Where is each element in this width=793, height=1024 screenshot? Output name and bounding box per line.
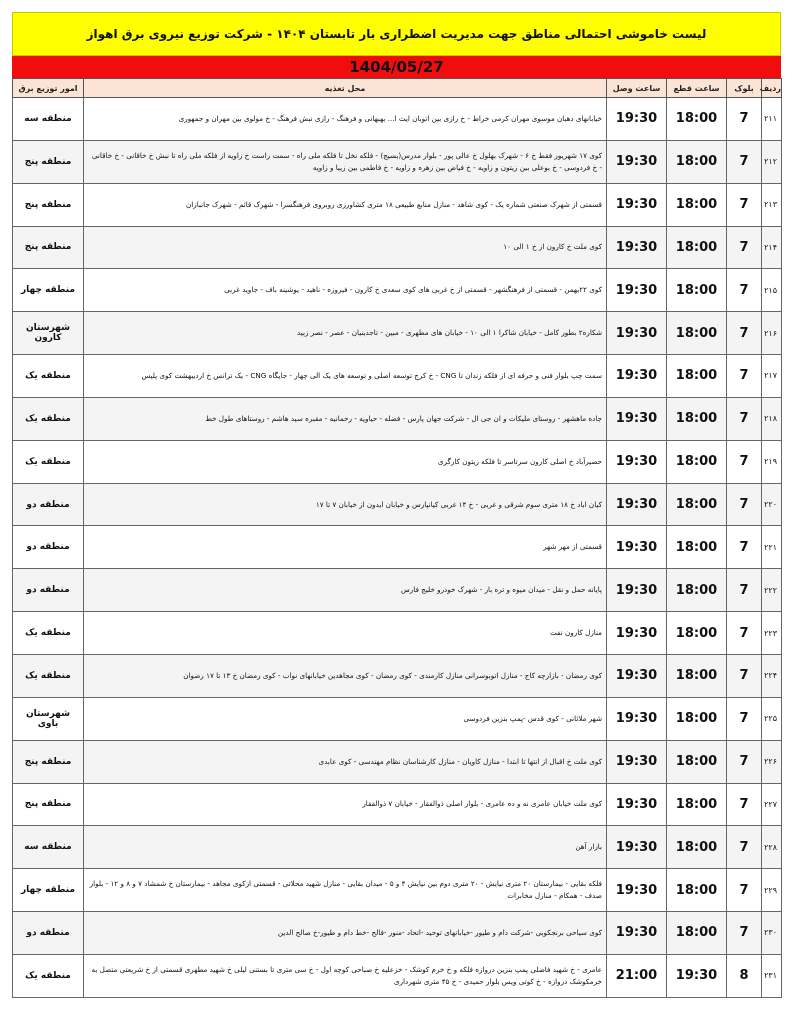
location-cell: شکاره۲ بطور کامل - خیابان شاکرا ۱ الی ۱۰ - خیابان های مطهری - مبین - تاجدینیان - عصر - نصر زبید — [84, 312, 607, 355]
connect-time-cell: 19:30 — [607, 440, 667, 483]
row-number-cell: ۲۲۵ — [762, 697, 782, 740]
region-cell: شهرستان باوی — [13, 697, 84, 740]
block-number-cell: 7 — [727, 526, 762, 569]
header-connect-time: ساعت وصل — [607, 79, 667, 98]
location-cell: کوی ملت خیابان عامری نه و ده عامری - بلوار اصلی ذوالفقار - خیابان ۷ ذوالفقار — [84, 783, 607, 826]
cut-time-cell: 18:00 — [667, 654, 727, 697]
block-number-cell: 7 — [727, 483, 762, 526]
cut-time-cell: 18:00 — [667, 740, 727, 783]
table-row — [13, 269, 782, 312]
connect-time-cell: 19:30 — [607, 226, 667, 269]
location-cell: عامری - خ شهید فاضلی پمپ بنزین دروازه فلکه و خ خرم کوشک - خزعلیه خ صباحی کوچه اول - خ سی متری تا بستنی لیلی خ شهید مطهری قسمتی از خ شریعتی متصل به خرمکوشک دروازه - خ کوتی ویس بلوار حمیدی - خ ۴۵ متری شهرداری — [84, 954, 607, 997]
row-number-cell: ۲۱۲ — [762, 140, 782, 183]
location-cell: جاده ماهشهر - روستای ملیکات و ان جی ال - شرکت جهان پارس - فضله - حیاویه - رحمانیه - مقبره سید هاشم - روستاهای طول خط — [84, 397, 607, 440]
region-cell: منطقه پنج — [13, 183, 84, 226]
cut-time-cell: 18:00 — [667, 612, 727, 655]
region-cell: منطقه یک — [13, 654, 84, 697]
cut-time-cell: 18:00 — [667, 355, 727, 398]
region-cell: منطقه یک — [13, 440, 84, 483]
row-number-cell: ۲۲۲ — [762, 569, 782, 612]
table-row — [13, 226, 782, 269]
header-radif: ردیف — [762, 79, 782, 98]
row-number-cell: ۲۲۹ — [762, 869, 782, 912]
table-row — [13, 912, 782, 955]
row-number-cell: ۲۳۰ — [762, 912, 782, 955]
cut-time-cell: 18:00 — [667, 269, 727, 312]
header-cut-time: ساعت قطع — [667, 79, 727, 98]
location-cell: کوی ملت خ کارون از خ ۱ الی ۱۰ — [84, 226, 607, 269]
connect-time-cell: 19:30 — [607, 483, 667, 526]
cut-time-cell: 18:00 — [667, 526, 727, 569]
connect-time-cell: 19:30 — [607, 140, 667, 183]
row-number-cell: ۲۱۷ — [762, 355, 782, 398]
row-number-cell: ۲۱۱ — [762, 98, 782, 141]
table-row — [13, 355, 782, 398]
block-number-cell: 7 — [727, 312, 762, 355]
region-cell: منطقه یک — [13, 355, 84, 398]
cut-time-cell: 18:00 — [667, 397, 727, 440]
block-number-cell: 7 — [727, 569, 762, 612]
table-row — [13, 783, 782, 826]
header-location: محل تغذیه — [84, 79, 607, 98]
block-number-cell: 7 — [727, 826, 762, 869]
block-number-cell: 7 — [727, 355, 762, 398]
location-cell: کوی ۱۷ شهریور فقط خ ۶ - شهرک بهلول خ عالی پور - بلوار مدرس(بسیج) - فلکه نخل تا فلکه ملی راه - سمت راست خ زاویه از فلکه ملی راه تا نبش خ خاقانی - خ خاقانی - خ فردوسی - خ بوعلی بین زیتون و زاویه - خ فیاض بین زهره و زاویه - خ فاطمی بین زیبا و زاویه — [84, 140, 607, 183]
block-number-cell: 8 — [727, 954, 762, 997]
header-region: امور توزیع برق — [13, 79, 84, 98]
table-row — [13, 654, 782, 697]
table-row — [13, 954, 782, 997]
region-cell: منطقه یک — [13, 954, 84, 997]
connect-time-cell: 19:30 — [607, 312, 667, 355]
connect-time-cell: 19:30 — [607, 355, 667, 398]
cut-time-cell: 18:00 — [667, 869, 727, 912]
cut-time-cell: 18:00 — [667, 783, 727, 826]
row-number-cell: ۲۲۶ — [762, 740, 782, 783]
location-cell: قسمتی از شهرک صنعتی شماره یک - کوی شاهد - منازل منابع طبیعی ۱۸ متری کشاورزی روبروی فرهنگسرا - شهرک قائم - شهرک جانبازان — [84, 183, 607, 226]
table-row — [13, 826, 782, 869]
connect-time-cell: 19:30 — [607, 526, 667, 569]
cut-time-cell: 18:00 — [667, 569, 727, 612]
row-number-cell: ۲۱۴ — [762, 226, 782, 269]
region-cell: منطقه چهار — [13, 869, 84, 912]
outage-table — [12, 78, 782, 998]
cut-time-cell: 18:00 — [667, 826, 727, 869]
cut-time-cell: 18:00 — [667, 183, 727, 226]
connect-time-cell: 19:30 — [607, 869, 667, 912]
row-number-cell: ۲۱۹ — [762, 440, 782, 483]
region-cell: منطقه دو — [13, 569, 84, 612]
block-number-cell: 7 — [727, 869, 762, 912]
row-number-cell: ۲۱۸ — [762, 397, 782, 440]
row-number-cell: ۲۲۷ — [762, 783, 782, 826]
cut-time-cell: 18:00 — [667, 140, 727, 183]
connect-time-cell: 21:00 — [607, 954, 667, 997]
row-number-cell: ۲۱۵ — [762, 269, 782, 312]
connect-time-cell: 19:30 — [607, 269, 667, 312]
row-number-cell: ۲۱۳ — [762, 183, 782, 226]
cut-time-cell: 18:00 — [667, 483, 727, 526]
connect-time-cell: 19:30 — [607, 740, 667, 783]
region-cell: منطقه پنج — [13, 140, 84, 183]
table-row — [13, 697, 782, 740]
row-number-cell: ۲۲۳ — [762, 612, 782, 655]
page-title: لیست خاموشی احتمالی مناطق جهت مدیریت اضطراری بار تابستان ۱۴۰۴ - شرکت توزیع نیروی برق اهواز — [12, 12, 781, 56]
connect-time-cell: 19:30 — [607, 783, 667, 826]
block-number-cell: 7 — [727, 783, 762, 826]
connect-time-cell: 19:30 — [607, 826, 667, 869]
header-row — [13, 79, 782, 98]
region-cell: منطقه سه — [13, 98, 84, 141]
cut-time-cell: 18:00 — [667, 697, 727, 740]
location-cell: سمت چپ بلوار فنی و حرفه ای از فلکه زندان تا CNG - خ کرج توسعه اصلی و توسعه های یک الی چهار - جایگاه CNG - یک ترانس خ اردیبهشت کوی پلیس — [84, 355, 607, 398]
location-cell: کوی رمضان - بازارچه کاج - منازل اتوبوسرانی منازل کارمندی - کوی رمضان - کوی مجاهدین خیابانهای نواب - کوی رمضان خ ۱۳ تا ۱۷ رضوان — [84, 654, 607, 697]
row-number-cell: ۲۱۶ — [762, 312, 782, 355]
connect-time-cell: 19:30 — [607, 697, 667, 740]
connect-time-cell: 19:30 — [607, 183, 667, 226]
region-cell: شهرستان کارون — [13, 312, 84, 355]
location-cell: خیابانهای دهبان موسوی مهران کرمی خراط - خ رازی بین اتوبان ایت ا... بهبهانی و فرهنگ - رازی نبش فرهنگ - خ مولوی بین مهران و جمهوری — [84, 98, 607, 141]
region-cell: منطقه دو — [13, 526, 84, 569]
location-cell: پایانه حمل و نقل - میدان میوه و تره بار - شهرک خودرو خلیج فارس — [84, 569, 607, 612]
region-cell: منطقه پنج — [13, 226, 84, 269]
cut-time-cell: 18:00 — [667, 912, 727, 955]
connect-time-cell: 19:30 — [607, 569, 667, 612]
cut-time-cell: 19:30 — [667, 954, 727, 997]
block-number-cell: 7 — [727, 269, 762, 312]
date-banner: 1404/05/27 — [12, 56, 781, 78]
location-cell: قسمتی از مهر شهر — [84, 526, 607, 569]
location-cell: شهر ملاثانی - کوی قدس -پمپ بنزین فردوسی — [84, 697, 607, 740]
region-cell: منطقه یک — [13, 612, 84, 655]
location-cell: منازل کارون نفت — [84, 612, 607, 655]
location-cell: بازار آهن — [84, 826, 607, 869]
table-row — [13, 869, 782, 912]
block-number-cell: 7 — [727, 140, 762, 183]
region-cell: منطقه دو — [13, 483, 84, 526]
cut-time-cell: 18:00 — [667, 312, 727, 355]
connect-time-cell: 19:30 — [607, 98, 667, 141]
location-cell: فلکه بقایی - بیمارستان ۲۰ متری نیایش - ۲۰ متری دوم بین نیایش ۴ و ۵ - میدان بقایی - منازل شهید محلاتی - قسمتی ازکوی مجاهد - بیمارستان خ شمشاد ۷ و ۸ و ۱۲ - بلوار صدف - همکام - منازل مخابرات — [84, 869, 607, 912]
table-row — [13, 483, 782, 526]
connect-time-cell: 19:30 — [607, 397, 667, 440]
table-row — [13, 312, 782, 355]
location-cell: کوی ملت خ اقبال از انتها تا ابتدا - منازل کاویان - منازل کارشناسان نظام مهندسی - کوی عابدی — [84, 740, 607, 783]
connect-time-cell: 19:30 — [607, 912, 667, 955]
block-number-cell: 7 — [727, 654, 762, 697]
block-number-cell: 7 — [727, 740, 762, 783]
block-number-cell: 7 — [727, 612, 762, 655]
table-row — [13, 440, 782, 483]
table-row — [13, 140, 782, 183]
block-number-cell: 7 — [727, 912, 762, 955]
table-row — [13, 740, 782, 783]
row-number-cell: ۲۳۱ — [762, 954, 782, 997]
location-cell: کیان اباد خ ۱۸ متری سوم شرقی و غربی - خ ۱۴ غربی کیانپارس و خیابان ایدون از خیابان ۷ تا ۱۷ — [84, 483, 607, 526]
block-number-cell: 7 — [727, 440, 762, 483]
region-cell: منطقه یک — [13, 397, 84, 440]
table-row — [13, 98, 782, 141]
row-number-cell: ۲۲۰ — [762, 483, 782, 526]
block-number-cell: 7 — [727, 397, 762, 440]
block-number-cell: 7 — [727, 98, 762, 141]
row-number-cell: ۲۲۱ — [762, 526, 782, 569]
block-number-cell: 7 — [727, 183, 762, 226]
table-row — [13, 612, 782, 655]
region-cell: منطقه پنج — [13, 740, 84, 783]
cut-time-cell: 18:00 — [667, 440, 727, 483]
table-row — [13, 569, 782, 612]
region-cell: منطقه چهار — [13, 269, 84, 312]
row-number-cell: ۲۲۸ — [762, 826, 782, 869]
table-row — [13, 397, 782, 440]
block-number-cell: 7 — [727, 697, 762, 740]
location-cell: کوی سیاحی برنجکوبی -شرکت دام و طیور -خیابانهای توحید -اتحاد -منور -فالح -خط دام و طیور-خ صالح الدین — [84, 912, 607, 955]
cut-time-cell: 18:00 — [667, 98, 727, 141]
location-cell: حصیرآباد خ اصلی کارون سرتاسر تا فلکه زیتون کارگری — [84, 440, 607, 483]
cut-time-cell: 18:00 — [667, 226, 727, 269]
region-cell: منطقه دو — [13, 912, 84, 955]
table-row — [13, 526, 782, 569]
block-number-cell: 7 — [727, 226, 762, 269]
row-number-cell: ۲۲۴ — [762, 654, 782, 697]
region-cell: منطقه سه — [13, 826, 84, 869]
connect-time-cell: 19:30 — [607, 612, 667, 655]
table-row — [13, 183, 782, 226]
connect-time-cell: 19:30 — [607, 654, 667, 697]
location-cell: کوی ۲۲بهمن - قسمتی از فرهنگشهر - قسمتی از خ غربی های کوی سعدی خ کارون - فیروزه - ناهید - یوشینه باف - جاوید غربی — [84, 269, 607, 312]
header-block: بلوک — [727, 79, 762, 98]
region-cell: منطقه پنج — [13, 783, 84, 826]
